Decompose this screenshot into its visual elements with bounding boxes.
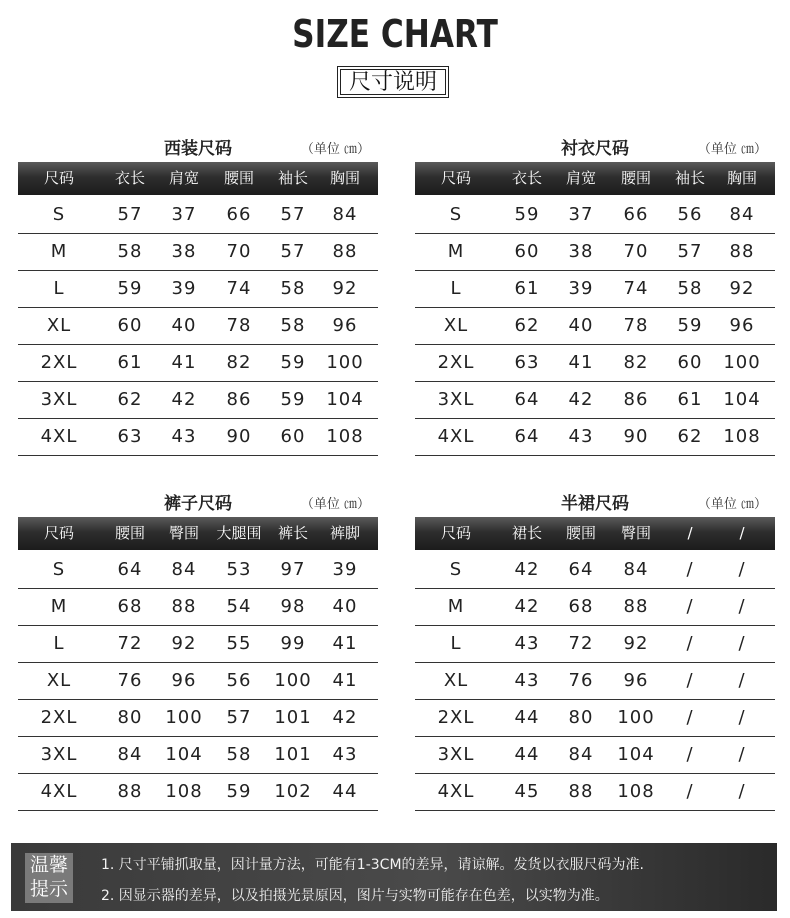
column-header: 臀围 <box>620 524 651 542</box>
table-name: 衬衣尺码 <box>561 139 629 159</box>
table-row <box>415 307 775 345</box>
measurement-cell: 88 <box>332 241 358 262</box>
table-row <box>18 270 378 308</box>
table-unit: （单位 ㎝） <box>697 142 767 157</box>
measurement-cell: 41 <box>332 633 358 654</box>
measurement-cell: 53 <box>226 559 252 580</box>
measurement-cell: 57 <box>677 241 703 262</box>
measurement-cell: 86 <box>623 389 649 410</box>
measurement-cell: 59 <box>226 781 252 802</box>
column-header: 衣长 <box>511 169 542 187</box>
column-header: 袖长 <box>674 169 705 187</box>
measurement-cell: / <box>738 670 746 691</box>
table-row <box>415 736 775 774</box>
measurement-cell: 63 <box>117 426 143 447</box>
measurement-cell: 41 <box>568 352 594 373</box>
column-header: 尺码 <box>440 524 471 542</box>
measurement-cell: 88 <box>568 781 594 802</box>
measurement-cell: 41 <box>171 352 197 373</box>
measurement-cell: 100 <box>723 352 761 373</box>
measurement-cell: 45 <box>514 781 540 802</box>
table-row <box>18 418 378 456</box>
measurement-cell: 66 <box>226 204 252 225</box>
table-name: 裤子尺码 <box>164 494 232 514</box>
measurement-cell: 39 <box>332 559 358 580</box>
measurement-cell: 84 <box>332 204 358 225</box>
measurement-cell: 61 <box>514 278 540 299</box>
measurement-cell: / <box>738 633 746 654</box>
column-header: 肩宽 <box>565 169 596 187</box>
measurement-cell: 108 <box>326 426 364 447</box>
measurement-cell: 42 <box>171 389 197 410</box>
measurement-cell: 58 <box>677 278 703 299</box>
table-row <box>415 662 775 700</box>
measurement-cell: 84 <box>729 204 755 225</box>
table-unit: （单位 ㎝） <box>300 497 370 512</box>
table-row <box>415 588 775 626</box>
measurement-cell: / <box>686 559 694 580</box>
measurement-cell: 40 <box>332 596 358 617</box>
measurement-cell: 43 <box>568 426 594 447</box>
table-row <box>18 736 378 774</box>
size-label-cell: XL <box>443 315 469 336</box>
tips-badge <box>25 853 73 903</box>
measurement-cell: 57 <box>280 241 306 262</box>
table-row <box>18 773 378 811</box>
measurement-cell: 37 <box>568 204 594 225</box>
size-label-cell: 3XL <box>40 744 78 765</box>
measurement-cell: 104 <box>165 744 203 765</box>
column-header: 肩宽 <box>168 169 199 187</box>
column-header: 腰围 <box>114 524 145 542</box>
table-name: 西装尺码 <box>164 139 232 159</box>
column-header: / <box>687 524 693 542</box>
size-label-cell: M <box>447 241 465 262</box>
size-label-cell: S <box>52 204 66 225</box>
column-header: 腰围 <box>620 169 651 187</box>
size-label-cell: 2XL <box>40 707 78 728</box>
measurement-cell: 64 <box>514 389 540 410</box>
column-header: 腰围 <box>565 524 596 542</box>
table-row <box>415 418 775 456</box>
measurement-cell: 57 <box>226 707 252 728</box>
measurement-cell: 100 <box>165 707 203 728</box>
size-label-cell: 3XL <box>40 389 78 410</box>
measurement-cell: 108 <box>617 781 655 802</box>
column-header: 裙长 <box>511 524 542 542</box>
measurement-cell: 39 <box>568 278 594 299</box>
table-row <box>18 551 378 589</box>
measurement-cell: 108 <box>165 781 203 802</box>
measurement-cell: 96 <box>332 315 358 336</box>
table-row <box>415 773 775 811</box>
measurement-cell: 92 <box>171 633 197 654</box>
size-label-cell: L <box>450 278 462 299</box>
table-title-bar <box>415 132 775 158</box>
measurement-cell: 76 <box>568 670 594 691</box>
measurement-cell: 72 <box>568 633 594 654</box>
measurement-cell: 102 <box>274 781 312 802</box>
tips-badge-line1: 温馨 <box>29 854 68 876</box>
subtitle-box <box>337 66 449 98</box>
measurement-cell: 41 <box>332 670 358 691</box>
table-title-bar <box>18 487 378 513</box>
pants-size-table <box>18 487 378 812</box>
size-label-cell: M <box>447 596 465 617</box>
column-header: 臀围 <box>168 524 199 542</box>
measurement-cell: 78 <box>226 315 252 336</box>
measurement-cell: 43 <box>514 670 540 691</box>
measurement-cell: 101 <box>274 707 312 728</box>
table-row <box>415 270 775 308</box>
measurement-cell: 80 <box>568 707 594 728</box>
measurement-cell: 70 <box>623 241 649 262</box>
column-header: 裤脚 <box>329 524 360 542</box>
column-header: 胸围 <box>726 169 757 187</box>
measurement-cell: 40 <box>171 315 197 336</box>
measurement-cell: 82 <box>226 352 252 373</box>
measurement-cell: 60 <box>280 426 306 447</box>
measurement-cell: 59 <box>117 278 143 299</box>
measurement-cell: 66 <box>623 204 649 225</box>
table-row <box>18 344 378 382</box>
table-title-bar <box>415 487 775 513</box>
measurement-cell: 58 <box>280 315 306 336</box>
size-label-cell: 2XL <box>437 352 475 373</box>
measurement-cell: 55 <box>226 633 252 654</box>
measurement-cell: 78 <box>623 315 649 336</box>
table-row <box>415 344 775 382</box>
measurement-cell: 64 <box>117 559 143 580</box>
measurement-cell: 101 <box>274 744 312 765</box>
measurement-cell: 42 <box>332 707 358 728</box>
measurement-cell: 64 <box>514 426 540 447</box>
measurement-cell: 62 <box>117 389 143 410</box>
measurement-cell: 62 <box>514 315 540 336</box>
tips-line-1: 1. 尺寸平铺抓取量，因计量方法，可能有1-3CM的差异，请谅解。发货以衣服尺码为准. <box>101 857 644 873</box>
measurement-cell: 43 <box>171 426 197 447</box>
measurement-cell: 92 <box>729 278 755 299</box>
table-row <box>415 551 775 589</box>
measurement-cell: 84 <box>171 559 197 580</box>
size-label-cell: S <box>449 204 463 225</box>
measurement-cell: 84 <box>623 559 649 580</box>
size-label-cell: M <box>50 596 68 617</box>
column-header: 胸围 <box>329 169 360 187</box>
measurement-cell: / <box>738 707 746 728</box>
measurement-cell: 38 <box>171 241 197 262</box>
measurement-cell: 56 <box>677 204 703 225</box>
measurement-cell: 59 <box>514 204 540 225</box>
measurement-cell: 104 <box>617 744 655 765</box>
size-label-cell: 3XL <box>437 744 475 765</box>
column-header: 尺码 <box>440 169 471 187</box>
measurement-cell: / <box>686 707 694 728</box>
measurement-cell: 96 <box>729 315 755 336</box>
measurement-cell: 59 <box>280 352 306 373</box>
size-label-cell: S <box>449 559 463 580</box>
measurement-cell: 43 <box>514 633 540 654</box>
measurement-cell: 74 <box>226 278 252 299</box>
table-row <box>415 196 775 234</box>
size-label-cell: 2XL <box>40 352 78 373</box>
table-unit: （单位 ㎝） <box>697 497 767 512</box>
column-header: 袖长 <box>277 169 308 187</box>
measurement-cell: 86 <box>226 389 252 410</box>
size-label-cell: L <box>450 633 462 654</box>
measurement-cell: 38 <box>568 241 594 262</box>
measurement-cell: 68 <box>568 596 594 617</box>
table-header-row <box>415 517 775 550</box>
column-header: / <box>739 524 745 542</box>
measurement-cell: 82 <box>623 352 649 373</box>
table-row <box>18 662 378 700</box>
measurement-cell: 58 <box>226 744 252 765</box>
measurement-cell: / <box>738 744 746 765</box>
subtitle-text: 尺寸说明 <box>340 69 446 95</box>
size-label-cell: XL <box>443 670 469 691</box>
size-label-cell: L <box>53 278 65 299</box>
size-label-cell: 4XL <box>40 781 78 802</box>
measurement-cell: 44 <box>332 781 358 802</box>
table-row <box>18 196 378 234</box>
column-header: 衣长 <box>114 169 145 187</box>
measurement-cell: 58 <box>117 241 143 262</box>
table-row <box>18 699 378 737</box>
measurement-cell: 90 <box>623 426 649 447</box>
suit-size-table <box>18 132 378 457</box>
measurement-cell: 100 <box>274 670 312 691</box>
measurement-cell: 39 <box>171 278 197 299</box>
measurement-cell: / <box>686 633 694 654</box>
measurement-cell: 104 <box>326 389 364 410</box>
size-label-cell: 3XL <box>437 389 475 410</box>
size-label-cell: S <box>52 559 66 580</box>
size-label-cell: XL <box>46 670 72 691</box>
measurement-cell: 84 <box>568 744 594 765</box>
measurement-cell: 56 <box>226 670 252 691</box>
measurement-cell: 96 <box>623 670 649 691</box>
measurement-cell: 60 <box>117 315 143 336</box>
measurement-cell: 97 <box>280 559 306 580</box>
table-row <box>415 699 775 737</box>
table-name: 半裙尺码 <box>561 494 629 514</box>
measurement-cell: 54 <box>226 596 252 617</box>
table-title-bar <box>18 132 378 158</box>
measurement-cell: 64 <box>568 559 594 580</box>
table-row <box>18 588 378 626</box>
table-header-row <box>18 517 378 550</box>
size-label-cell: XL <box>46 315 72 336</box>
measurement-cell: / <box>738 596 746 617</box>
column-header: 尺码 <box>43 524 74 542</box>
measurement-cell: 92 <box>332 278 358 299</box>
measurement-cell: 90 <box>226 426 252 447</box>
measurement-cell: 74 <box>623 278 649 299</box>
measurement-cell: / <box>686 596 694 617</box>
table-row <box>18 233 378 271</box>
measurement-cell: 44 <box>514 707 540 728</box>
measurement-cell: 84 <box>117 744 143 765</box>
measurement-cell: 59 <box>280 389 306 410</box>
measurement-cell: 40 <box>568 315 594 336</box>
measurement-cell: 63 <box>514 352 540 373</box>
measurement-cell: 58 <box>280 278 306 299</box>
tips-badge-line2: 提示 <box>29 878 68 900</box>
size-label-cell: M <box>50 241 68 262</box>
measurement-cell: 57 <box>280 204 306 225</box>
measurement-cell: 60 <box>677 352 703 373</box>
measurement-cell: 42 <box>514 559 540 580</box>
table-row <box>415 625 775 663</box>
size-label-cell: 2XL <box>437 707 475 728</box>
measurement-cell: / <box>738 559 746 580</box>
table-row <box>18 307 378 345</box>
measurement-cell: 100 <box>617 707 655 728</box>
measurement-cell: 60 <box>514 241 540 262</box>
measurement-cell: 88 <box>623 596 649 617</box>
measurement-cell: 108 <box>723 426 761 447</box>
table-header-row <box>415 162 775 195</box>
measurement-cell: 88 <box>171 596 197 617</box>
measurement-cell: 88 <box>117 781 143 802</box>
measurement-cell: 61 <box>117 352 143 373</box>
measurement-cell: 88 <box>729 241 755 262</box>
table-row <box>18 625 378 663</box>
table-row <box>415 381 775 419</box>
measurement-cell: 68 <box>117 596 143 617</box>
size-chart-title: SIZE CHART <box>292 12 498 56</box>
column-header: 裤长 <box>277 524 308 542</box>
table-header-row <box>18 162 378 195</box>
measurement-cell: 80 <box>117 707 143 728</box>
measurement-cell: 99 <box>280 633 306 654</box>
column-header: 大腿围 <box>216 524 262 542</box>
measurement-cell: 92 <box>623 633 649 654</box>
tips-panel <box>11 843 777 911</box>
measurement-cell: 61 <box>677 389 703 410</box>
measurement-cell: / <box>686 670 694 691</box>
measurement-cell: 70 <box>226 241 252 262</box>
table-unit: （单位 ㎝） <box>300 142 370 157</box>
measurement-cell: 43 <box>332 744 358 765</box>
measurement-cell: 62 <box>677 426 703 447</box>
measurement-cell: 57 <box>117 204 143 225</box>
table-row <box>415 233 775 271</box>
size-label-cell: 4XL <box>437 781 475 802</box>
measurement-cell: / <box>738 781 746 802</box>
measurement-cell: 98 <box>280 596 306 617</box>
shirt-size-table <box>415 132 775 457</box>
measurement-cell: 37 <box>171 204 197 225</box>
measurement-cell: 42 <box>568 389 594 410</box>
measurement-cell: 96 <box>171 670 197 691</box>
measurement-cell: 59 <box>677 315 703 336</box>
size-label-cell: L <box>53 633 65 654</box>
measurement-cell: 104 <box>723 389 761 410</box>
measurement-cell: 44 <box>514 744 540 765</box>
column-header: 腰围 <box>223 169 254 187</box>
measurement-cell: / <box>686 781 694 802</box>
skirt-size-table <box>415 487 775 812</box>
table-row <box>18 381 378 419</box>
measurement-cell: 76 <box>117 670 143 691</box>
column-header: 尺码 <box>43 169 74 187</box>
measurement-cell: / <box>686 744 694 765</box>
measurement-cell: 72 <box>117 633 143 654</box>
tips-line-2: 2. 因显示器的差异，以及拍摄光景原因，图片与实物可能存在色差，以实物为准。 <box>101 888 609 904</box>
size-label-cell: 4XL <box>40 426 78 447</box>
size-label-cell: 4XL <box>437 426 475 447</box>
measurement-cell: 100 <box>326 352 364 373</box>
measurement-cell: 42 <box>514 596 540 617</box>
